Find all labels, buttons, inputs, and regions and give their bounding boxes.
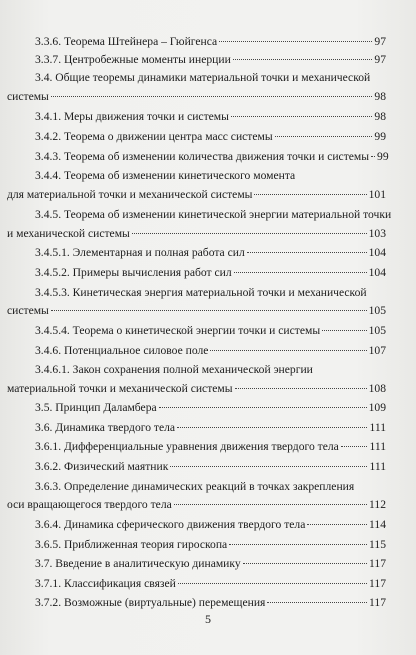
toc-page-number: 99 <box>377 150 389 163</box>
toc-page-number: 98 <box>374 90 386 103</box>
toc-entry: 3.6.3. Определение динамических реакций в точках закрепления <box>35 480 355 493</box>
leader-dots <box>307 524 367 525</box>
toc-page-number: 111 <box>369 440 386 453</box>
toc-entry: 3.4.5.4. Теорема о кинетической энергии точки и системы 105 <box>35 324 386 337</box>
leader-dots <box>159 407 367 408</box>
leader-dots <box>229 544 367 545</box>
toc-page-number: 117 <box>369 596 386 609</box>
toc-entry: 3.4.5.1. Элементарная и полная работа сил 104 <box>35 246 386 259</box>
toc-page-number: 117 <box>369 577 386 590</box>
toc-entry: 3.4.2. Теорема о движении центра масс системы 99 <box>35 130 386 143</box>
toc-entry: 3.4.3. Теорема об изменении количества движения точки и системы 99 <box>35 150 389 163</box>
leader-dots <box>177 427 367 428</box>
leader-dots <box>254 194 366 195</box>
toc-entry: 3.4.5.3. Кинетическая энергия материальной точки и механической <box>35 286 367 299</box>
toc-entry: и механической системы 103 <box>7 227 386 240</box>
toc-page-number: 105 <box>368 304 386 317</box>
leader-dots <box>51 96 373 97</box>
toc-entry: 3.4.5.2. Примеры вычисления работ сил 104 <box>35 266 386 279</box>
toc-page-number: 108 <box>368 382 386 395</box>
toc-page-number: 103 <box>368 227 386 240</box>
toc-page-number: 105 <box>368 324 386 337</box>
toc-entry: системы 98 <box>7 90 386 103</box>
toc-entry: 3.4.6. Потенциальное силовое поле 107 <box>35 344 386 357</box>
toc-entry: 3.6.1. Дифференциальные уравнения движения твердого тела 111 <box>35 440 386 453</box>
toc-entry: оси вращающегося твердого тела 112 <box>7 498 386 511</box>
toc-page-number: 115 <box>369 538 386 551</box>
leader-dots <box>174 504 367 505</box>
leader-dots <box>178 583 367 584</box>
leader-dots <box>234 272 367 273</box>
toc-entry: 3.6.5. Приближенная теория гироскопа 115 <box>35 538 386 551</box>
toc-page-number: 99 <box>374 130 386 143</box>
toc-page-number: 109 <box>368 401 386 414</box>
leader-dots <box>210 350 366 351</box>
leader-dots <box>322 330 366 331</box>
toc-entry: 3.6. Динамика твердого тела 111 <box>35 421 386 434</box>
leader-dots <box>275 136 373 137</box>
page-number: 5 <box>205 612 211 626</box>
toc-page-number: 114 <box>369 518 386 531</box>
toc-entry: 3.4.6.1. Закон сохранения полной механической энергии <box>35 363 313 376</box>
leader-dots <box>247 252 367 253</box>
toc-page-number: 101 <box>368 188 386 201</box>
toc-page-number: 104 <box>368 266 386 279</box>
toc-entry: 3.4.4. Теорема об изменении кинетического момента <box>35 169 296 182</box>
toc-entry: системы 105 <box>7 304 386 317</box>
toc-entry: 3.3.7. Центробежные моменты инерции 97 <box>35 53 386 66</box>
toc-entry: 3.4.1. Меры движения точки и системы 98 <box>35 110 386 123</box>
toc-page-number: 97 <box>374 53 386 66</box>
toc-entry: 3.7. Введение в аналитическую динамику 117 <box>35 557 386 570</box>
toc-entry: 3.5. Принцип Даламбера 109 <box>35 401 386 414</box>
toc-entry: 3.6.2. Физический маятник 111 <box>35 460 386 473</box>
leader-dots <box>51 310 367 311</box>
toc-page-number: 111 <box>369 460 386 473</box>
toc-entry: 3.7.2. Возможные (виртуальные) перемещения 117 <box>35 596 386 609</box>
toc-entry: материальной точки и механической системы 108 <box>7 382 386 395</box>
leader-dots <box>219 41 372 42</box>
toc-page-number: 97 <box>374 35 386 48</box>
toc-entry: 3.4. Общие теоремы динамики материальной точки и механической <box>35 71 371 84</box>
toc-entry: 3.7.1. Классификация связей 117 <box>35 577 386 590</box>
leader-dots <box>243 563 367 564</box>
leader-dots <box>233 59 373 60</box>
leader-dots <box>235 388 367 389</box>
toc-page-number: 112 <box>369 498 386 511</box>
toc-page-number: 117 <box>369 557 386 570</box>
toc-entry: для материальной точки и механической системы 101 <box>7 188 386 201</box>
toc-entry: 3.6.4. Динамика сферического движения твердого тела 114 <box>35 518 386 531</box>
toc-page-number: 107 <box>368 344 386 357</box>
leader-dots <box>170 466 367 467</box>
leader-dots <box>132 233 367 234</box>
toc-page-number: 104 <box>368 246 386 259</box>
toc-page-number: 98 <box>374 110 386 123</box>
toc-entry: 3.3.6. Теорема Штейнера – Гюйгенса 97 <box>35 35 386 48</box>
leader-dots <box>231 116 373 117</box>
leader-dots <box>341 446 368 447</box>
toc-entry: 3.4.5. Теорема об изменении кинетической энергии материальной точки <box>35 208 392 221</box>
leader-dots <box>371 156 375 157</box>
toc-page-number: 111 <box>369 421 386 434</box>
leader-dots <box>267 602 367 603</box>
